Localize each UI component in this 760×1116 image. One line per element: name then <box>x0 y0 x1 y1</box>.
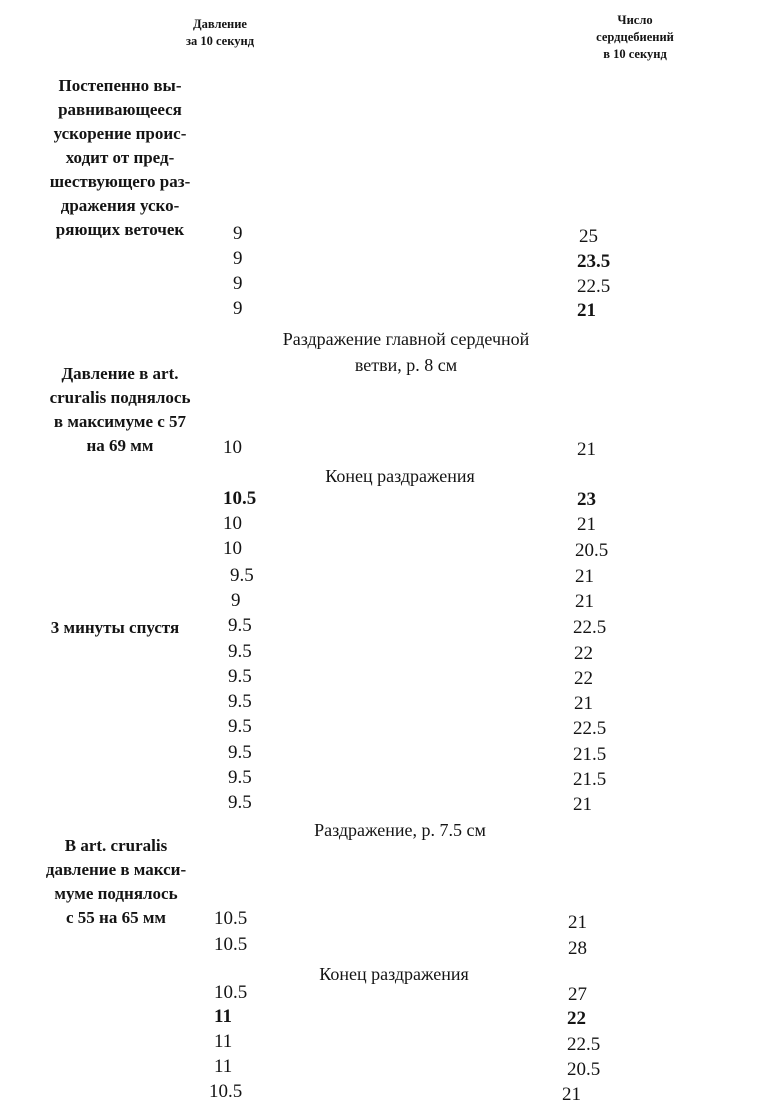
pressure-value: 10.5 <box>223 488 257 509</box>
note-line: ходит от пред- <box>65 148 175 167</box>
pressure-value: 9 <box>233 273 243 294</box>
heartbeat-value: 23 <box>577 489 596 510</box>
heartbeat-value: 25 <box>579 226 598 247</box>
event-stimulation-end-2 <box>264 961 524 987</box>
pressure-value: 10 <box>223 538 242 559</box>
event-line: Раздражение главной сердечной <box>282 329 530 349</box>
pressure-value: 9.5 <box>228 767 252 788</box>
heartbeat-value: 22 <box>574 668 593 689</box>
note-line: Давление в art. <box>61 364 179 383</box>
heartbeat-value: 22.5 <box>567 1034 601 1055</box>
pressure-value: 9.5 <box>228 615 252 636</box>
heartbeat-value: 21 <box>562 1084 581 1105</box>
note-line: в максимуме с 57 <box>53 412 187 431</box>
heartbeat-value: 22 <box>574 643 593 664</box>
note-line: ускорение проис- <box>53 124 187 143</box>
heartbeat-value: 20.5 <box>575 540 609 561</box>
pressure-value: 9.5 <box>228 666 252 687</box>
note-line: муме поднялось <box>54 884 178 903</box>
heartbeat-value: 21 <box>575 591 594 612</box>
heartbeat-value: 20.5 <box>567 1059 601 1080</box>
heartbeat-value: 21 <box>577 514 596 535</box>
note-pressure-rise-1 <box>22 362 218 458</box>
pressure-value: 11 <box>214 1056 233 1077</box>
pressure-value: 9 <box>233 248 243 269</box>
pressure-header-line: за 10 секунд <box>185 34 255 48</box>
note-line: равнивающееся <box>58 100 182 119</box>
note-line: В art. cruralis <box>64 836 168 855</box>
pressure-value: 10.5 <box>214 982 248 1003</box>
note-three-minutes-later <box>25 616 205 640</box>
event-stimulation-main-branch <box>236 326 576 378</box>
note-line: дражения уско- <box>60 196 180 215</box>
heartbeat-value: 27 <box>568 984 587 1005</box>
note-line: Постепенно вы- <box>58 76 182 95</box>
pressure-value: 9.5 <box>228 742 252 763</box>
heartbeat-value: 21 <box>575 566 594 587</box>
heartbeat-value: 22.5 <box>577 276 611 297</box>
event-stimulation-end-1 <box>270 463 530 489</box>
note-line: шествующего раз- <box>49 172 191 191</box>
pressure-value: 9.5 <box>230 565 254 586</box>
heartbeat-value: 21.5 <box>573 744 607 765</box>
heartbeat-value: 22 <box>567 1008 586 1029</box>
pressure-value: 10 <box>223 437 242 458</box>
pressure-value: 10.5 <box>214 934 248 955</box>
pressure-value: 11 <box>214 1031 233 1052</box>
note-line: с 55 на 65 мм <box>66 908 166 927</box>
pressure-column-header <box>150 16 290 50</box>
heartbeat-value: 23.5 <box>577 251 611 272</box>
event-line: ветви, р. 8 см <box>354 355 458 375</box>
heartbeat-value: 21 <box>573 794 592 815</box>
note-acceleration <box>30 74 210 242</box>
heartbeat-value: 21 <box>577 439 596 460</box>
heartbeat-value: 21.5 <box>573 769 607 790</box>
pressure-header-line: Давление <box>193 17 247 31</box>
note-line: ряющих веточек <box>55 220 185 239</box>
heartbeat-value: 22.5 <box>573 617 607 638</box>
heartbeat-value: 28 <box>568 938 587 959</box>
note-line: 3 минуты спустя <box>50 618 180 637</box>
note-line: давление в макси- <box>45 860 187 879</box>
note-line: cruralis поднялось <box>49 388 191 407</box>
heartbeat-value: 21 <box>574 693 593 714</box>
pressure-value: 9.5 <box>228 792 252 813</box>
pressure-value: 9.5 <box>228 641 252 662</box>
pressure-value: 9.5 <box>228 691 252 712</box>
event-line: Раздражение, р. 7.5 см <box>314 820 486 840</box>
pressure-value: 9 <box>233 298 243 319</box>
heart-header-line: сердцебиений <box>596 30 674 44</box>
pressure-value: 10 <box>223 513 242 534</box>
pressure-value: 10.5 <box>214 908 248 929</box>
note-line: на 69 мм <box>86 436 154 455</box>
heart-header-line: Число <box>617 13 653 27</box>
heartbeat-column-header <box>570 12 700 63</box>
pressure-value: 9.5 <box>228 716 252 737</box>
heartbeat-value: 22.5 <box>573 718 607 739</box>
event-line: Конец раздражения <box>319 964 469 984</box>
note-pressure-rise-2 <box>28 834 204 930</box>
heart-header-line: в 10 секунд <box>603 47 667 61</box>
pressure-value: 9 <box>233 223 243 244</box>
pressure-value: 9 <box>231 590 241 611</box>
heartbeat-value: 21 <box>568 912 587 933</box>
event-line: Конец раздражения <box>325 466 475 486</box>
pressure-value: 10.5 <box>209 1081 243 1102</box>
event-stimulation-second <box>260 817 540 843</box>
pressure-value: 11 <box>214 1006 232 1027</box>
heartbeat-value: 21 <box>577 300 596 321</box>
